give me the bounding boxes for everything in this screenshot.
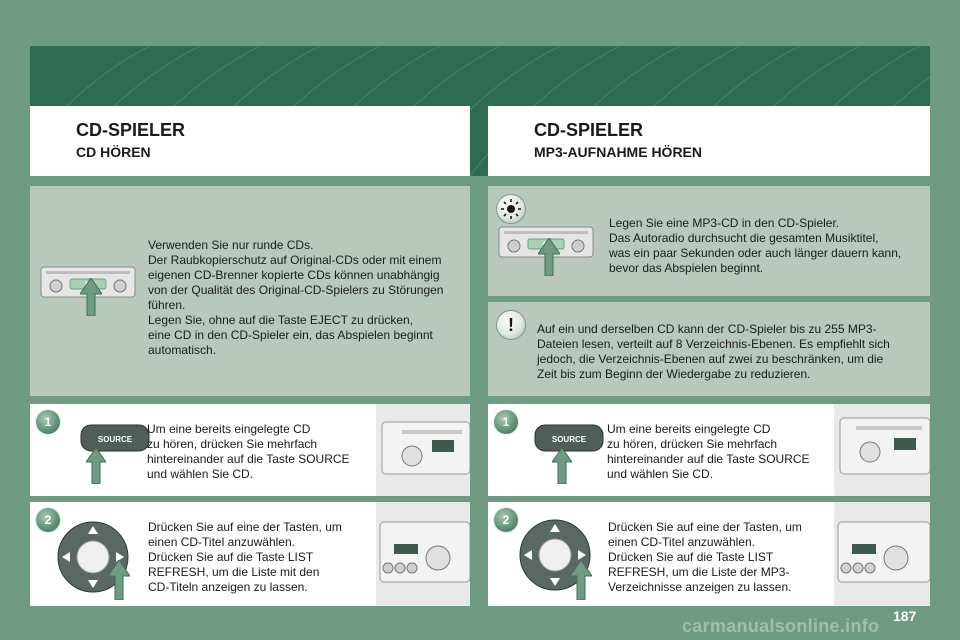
- right-step1-panel: [488, 404, 930, 496]
- right-warning-panel: [488, 302, 930, 396]
- arrow-up-icon: [570, 560, 592, 600]
- left-page-subtitle: CD HÖREN: [76, 144, 151, 160]
- arrow-up-icon: [538, 238, 560, 276]
- arrow-up-icon: [108, 560, 130, 600]
- source-label: SOURCE: [551, 435, 587, 444]
- step-number-badge: 2: [36, 508, 60, 532]
- right-step1-text: Um eine bereits eingelegte CD zu hören, drücken Sie mehrfach hintereinander auf die Taste SOURCE und wählen Sie CD.: [607, 422, 810, 481]
- step-number-badge: 1: [494, 410, 518, 434]
- radio-unit-icon: [376, 502, 470, 606]
- right-step2-text: Drücken Sie auf eine der Tasten, um einen CD-Titel anzuwählen. Drücken Sie auf die Taste LIST REFRESH, um die Liste der MP3- Verzeichnisse anzeigen zu lassen.: [608, 520, 802, 594]
- left-step2-panel: [30, 502, 470, 606]
- left-step1-text: Um eine bereits eingelegte CD zu hören, drücken Sie mehrfach hintereinander auf die Taste SOURCE und wählen Sie CD.: [147, 422, 350, 481]
- radio-unit-icon: [376, 404, 470, 496]
- radio-unit-icon: [834, 502, 930, 606]
- left-intro-text: Verwenden Sie nur runde CDs. Der Raubkopierschutz auf Original-CDs oder mit einem eigenen CD-Brenner kopierte CDs können unabhängig von der Qualität des Original-CD-Spielers zu Störungen führen. Legen Sie, ohne auf die Taste EJECT zu drücken, eine CD in den CD-Spieler ein, das Abspielen beginnt automatisch.: [148, 238, 444, 357]
- right-page-subtitle: MP3-AUFNAHME HÖREN: [534, 144, 702, 160]
- left-step2-text: Drücken Sie auf eine der Tasten, um einen CD-Titel anzuwählen. Drücken Sie auf die Taste LIST REFRESH, um die Liste mit den CD-Titeln anzeigen zu lassen.: [148, 520, 342, 594]
- warning-icon: !: [496, 310, 526, 340]
- left-page-title: CD-SPIELER: [76, 120, 186, 140]
- radio-unit-icon: [834, 404, 930, 496]
- right-info-text: Legen Sie eine MP3-CD in den CD-Spieler. Das Autoradio durchsucht die gesamten Musiktitel, was ein paar Sekunden oder auch länger dauern kann, bevor das Abspielen beginnt.: [609, 216, 902, 275]
- left-step1-panel: [30, 404, 470, 496]
- watermark: carmanualsonline.info: [682, 616, 880, 636]
- arrow-up-icon: [552, 448, 572, 484]
- right-warning-text: Auf ein und derselben CD kann der CD-Spieler bis zu 255 MP3- Dateien lesen, verteilt auf 8 Verzeichnis-Ebenen. Es empfiehlt sich jedoch, die Verzeichnis-Ebenen auf zwei zu beschränken, um die Zeit bis zum Beginn der Wiedergabe zu reduzieren.: [537, 322, 890, 381]
- light-bulb-icon: [496, 194, 526, 224]
- arrow-up-icon: [80, 278, 102, 316]
- arrow-up-icon: [86, 448, 106, 484]
- step-number-badge: 1: [36, 410, 60, 434]
- right-info-panel: [488, 186, 930, 296]
- step-number-badge: 2: [494, 508, 518, 532]
- source-label: SOURCE: [97, 435, 133, 444]
- left-title-card: [30, 106, 470, 176]
- page-number: 187: [893, 608, 917, 624]
- right-title-card: [488, 106, 930, 176]
- right-step2-panel: [488, 502, 930, 606]
- right-page-title: CD-SPIELER: [534, 120, 644, 140]
- left-intro-panel: [30, 186, 470, 396]
